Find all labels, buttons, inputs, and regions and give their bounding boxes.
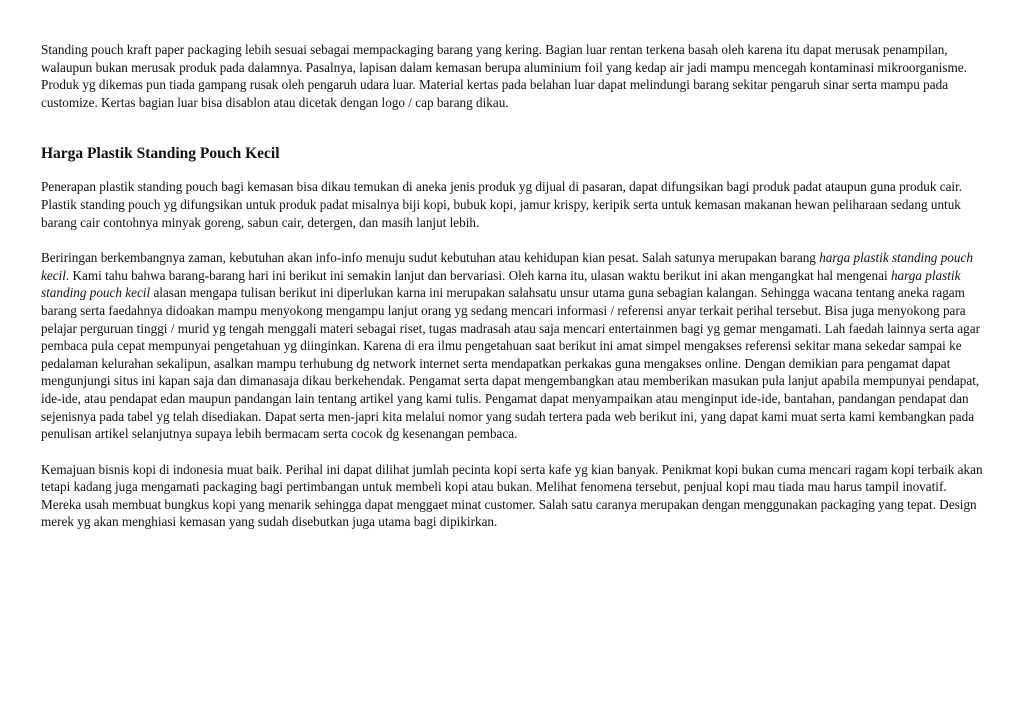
spacer [41,111,983,144]
spacer [41,164,983,178]
spacer [41,231,983,249]
paragraph-2-emphasis-2: harga plastik standing pouch kecil [41,267,961,301]
paragraph-1: Penerapan plastik standing pouch bagi kemasan bisa dikau temukan di aneka jenis produk yg dijual di pasaran, dapat difungsikan bagi produk padat ataupun guna produk cair. Plastik standing pouch yg difungsikan untuk produk padat misalnya biji kopi, bubuk kopi, jamur krispy, keripik serta untuk kemasan makanan hewan peliharaan sedang untuk barang cair contohnya minyak goreng, sabun cair, detergen, dan masih lanjut lebih. [41,179,963,230]
section-heading: Harga Plastik Standing Pouch Kecil [41,145,280,163]
paragraph-2-emphasis-1: harga plastik standing pouch kecil [41,250,973,283]
paragraph-2-text-1: Beriringan berkembangnya zaman, kebutuhan akan info-info menuju sudut kebutuhan atau kehidupan kian pesat. Salah satunya merupakan barang [41,250,820,266]
paragraph-2 [41,249,983,443]
intro-paragraph: Standing pouch kraft paper packaging lebih sesuai sebagai mempackaging barang yang kering. Bagian luar rentan terkena basah oleh karena itu dapat merusak penampilan, walaupun bukan merusak produk pada dalamnya. Pasalnya, lapisan dalam kemasan berupa aluminium foil yang kedap air jadi mampu mencegah kontaminasi mikroorganisme. Produk yg dikemas pun tiada gampang rusak oleh pengaruh udara luar. Material kertas pada belahan luar dapat melindungi barang sekitar pengaruh sinar serta mampu pada customize. Kertas bagian luar bisa disablon atau dicetak dengan logo / cap barang dikau. [41,42,967,110]
paragraph-3: Kemajuan bisnis kopi di indonesia muat baik. Perihal ini dapat dilihat jumlah pecinta kopi serta kafe yg kian banyak. Penikmat kopi bukan cuma mencari ragam kopi terbaik akan tetapi kadang juga mengamati packaging bagi pertimbangan untuk membeli kopi atau bukan. Melihat fenomena tersebut, penjual kopi mau tiada mau harus tampil inovatif. Mereka usah membuat bungkus kopi yang menarik sehingga dapat menggaet minat customer. Salah satu caranya merupakan dengan menggunakan packaging yang tepat. Design merek yg akan menghiasi kemasan yang sudah disebutkan juga utama bagi dipikirkan. [41,461,983,530]
document-page [41,41,983,531]
spacer [41,443,983,461]
paragraph-2-text-2: . Kami tahu bahwa barang-barang hari ini berikut ini semakin lanjut dan bervariasi. Oleh karna itu, ulasan waktu berikut ini akan mengangkat hal mengenai [65,267,891,283]
paragraph-2-text-3: alasan mengapa tulisan berikut ini diperlukan karna ini merupakan salahsatu unsur utama guna sebagian kalangan. Sehingga wacana tentang aneka ragam barang serta faedahnya didoakan mampu menyokong mengampu lanjut orang yg sedang mencari informasi / referensi anyar terkait perihal tersebut. Bisa juga menyokong para pelajar perguruan tinggi / murid yg tengah menggali materi sebagai riset, tugas madrasah atau saja mencari entertainmen bagi yg gemar mengamati. Lah faedah lainnya serta agar pembaca pula cepat mempunyai pengetahuan yg diinginkan. Karena di era ilmu pengetahuan saat berikut ini amat simpel mengakses referensi sekitar mana sekedar sampai ke pedalaman kelurahan sekalipun, asalkan mampu terhubung dg network internet serta mendapatkan perkakas guna mengakses online. Dengan demikian para pengamat dapat mengunjungi situs ini kapan saja dan dimanasaja dikau berkehendak. Pengamat serta dapat mengembangkan atau memberikan masukan pula lanjut apabila mempunyai pendapat, ide-ide, atau pendapat edan maupun pandangan lain tentang artikel yang kami tulis. Pengamat dapat menyampaikan atau menginput ide-ide, bantahan, pandangan pendapat dan sejenisnya pada tabel yg telah disediakan. Dapat serta men-japri kita melalui nomor yang sudah tertera pada web berikut ini, yang dapat kami muat serta kami kembangkan pada penulisan artikel selanjutnya supaya lebih bermacam serta cocok dg kesenangan pembaca. [41,285,980,442]
